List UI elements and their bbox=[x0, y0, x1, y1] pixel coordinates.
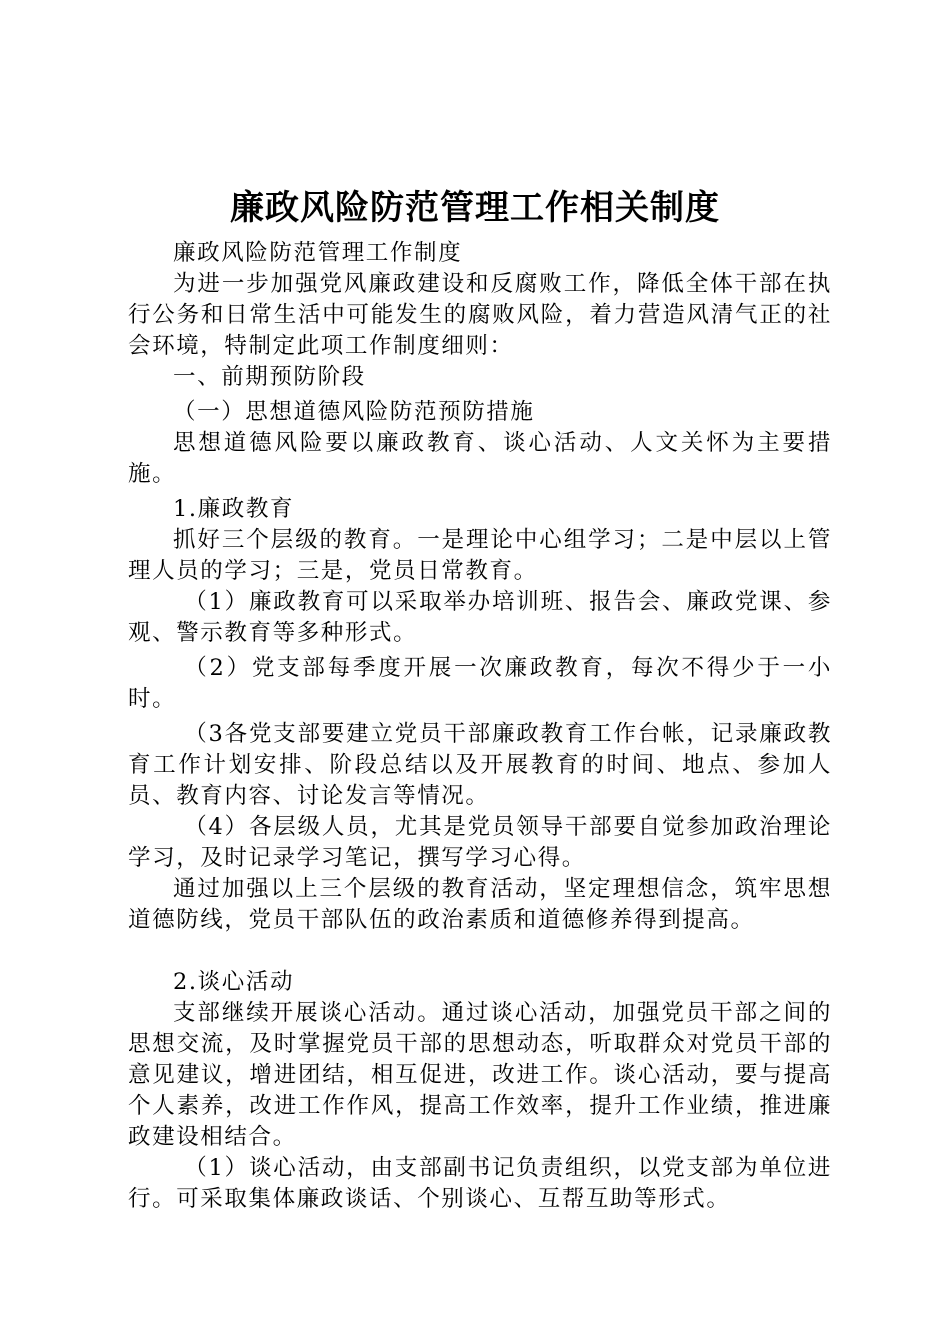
paragraph: 思想道德风险要以廉政教育、谈心活动、人文关怀为主要措施。 bbox=[128, 430, 832, 487]
item-heading: 1.廉政教育 bbox=[173, 496, 295, 522]
subsection-heading: （一）思想道德风险防范预防措施 bbox=[173, 399, 535, 425]
list-item: （1）谈心活动，由支部副书记负责组织，以党支部为单位进行。可采取集体廉政谈话、个别谈心、互帮互助等形式。 bbox=[128, 1155, 832, 1212]
section-heading: 一、前期预防阶段 bbox=[173, 364, 366, 390]
item-heading: 2.谈心活动 bbox=[173, 969, 295, 995]
list-item: （1）廉政教育可以采取举办培训班、报告会、廉政党课、参观、警示教育等多种形式。 bbox=[128, 589, 832, 646]
paragraph: 通过加强以上三个层级的教育活动，坚定理想信念，筑牢思想道德防线，党员干部队伍的政治素质和道德修养得到提高。 bbox=[128, 876, 832, 933]
paragraph: 抓好三个层级的教育。一是理论中心组学习；二是中层以上管理人员的学习；三是，党员日常教育。 bbox=[128, 527, 832, 584]
document-body bbox=[128, 238, 832, 1215]
paragraph-intro: 为进一步加强党风廉政建设和反腐败工作，降低全体干部在执行公务和日常生活中可能发生的腐败风险，着力营造风清气正的社会环境，特制定此项工作制度细则： bbox=[128, 271, 832, 359]
list-item: （3各党支部要建立党员干部廉政教育工作台帐，记录廉政教育工作计划安排、阶段总结以及开展教育的时间、地点、参加人员、教育内容、讨论发言等情况。 bbox=[128, 721, 832, 809]
list-item: （2）党支部每季度开展一次廉政教育，每次不得少于一小时。 bbox=[128, 655, 832, 712]
document-title: 廉政风险防范管理工作相关制度 bbox=[230, 188, 720, 228]
paragraph: 支部继续开展谈心活动。通过谈心活动，加强党员干部之间的思想交流，及时掌握党员干部的思想动态，听取群众对党员干部的意见建议，增进团结，相互促进，改进工作。谈心活动，要与提高个人素养，改进工作作风，提高工作效率，提升工作业绩，推进廉政建设相结合。 bbox=[128, 1000, 832, 1150]
paragraph-subtitle: 廉政风险防范管理工作制度 bbox=[173, 240, 463, 266]
list-item: （4）各层级人员，尤其是党员领导干部要自觉参加政治理论学习，及时记录学习笔记，撰写学习心得。 bbox=[128, 814, 832, 871]
